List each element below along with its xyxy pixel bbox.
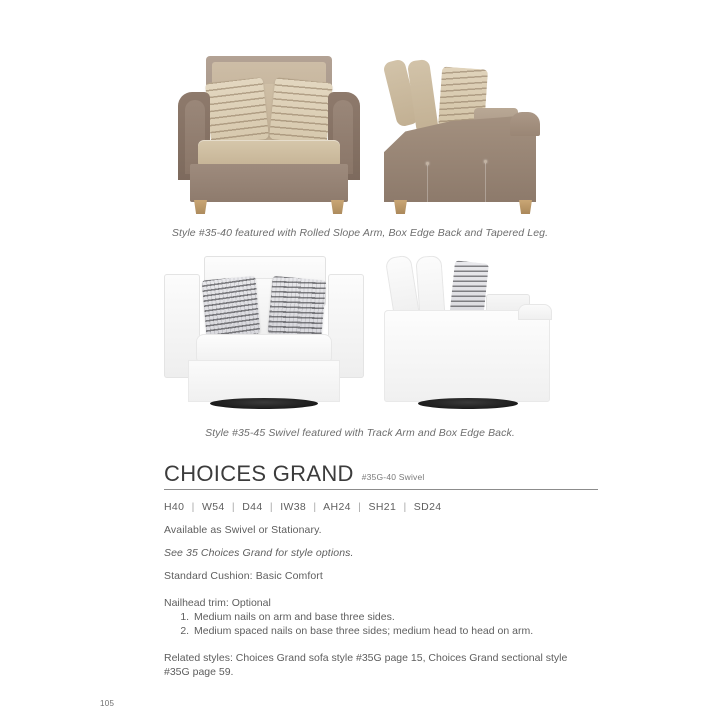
- rolled-slope-arm: [510, 112, 540, 136]
- dimension-separator: |: [231, 501, 235, 514]
- nailhead-heading: Nailhead trim: Optional: [164, 597, 271, 610]
- tapered-leg-front: [394, 200, 407, 214]
- seat-cushion: [196, 334, 332, 362]
- figure-caption-leather-chair: Style #35-40 featured with Rolled Slope Arm, Box Edge Back and Tapered Leg.: [171, 227, 549, 239]
- dimension-separator: |: [269, 501, 273, 514]
- dimension-ah24: AH24: [323, 501, 351, 514]
- page-number: 105: [100, 699, 115, 708]
- swivel-base: [418, 398, 518, 409]
- tuft-detail: [484, 160, 487, 163]
- product-spec-block: [164, 462, 598, 679]
- accent-pillow-left: [205, 77, 269, 145]
- swivel-base: [210, 398, 318, 409]
- page-title: CHOICES GRAND: [164, 461, 354, 486]
- upholstery-seam: [427, 164, 428, 206]
- related-styles-note: Related styles: Choices Grand sofa style #35G page 15, Choices Grand sectional style #35G page 59.: [164, 651, 568, 678]
- nailhead-options-list: [164, 610, 598, 638]
- nailhead-option-2: 2. Medium spaced nails on base three sides; medium head to head on arm.: [192, 624, 598, 638]
- nailhead-trim-section: [164, 596, 598, 639]
- dimension-separator: |: [358, 501, 362, 514]
- tuft-detail: [426, 162, 429, 165]
- tapered-leg-right: [331, 200, 344, 214]
- nailhead-option-1: 1. Medium nails on arm and base three sides.: [192, 610, 598, 624]
- figure-caption-swivel-chair: Style #35-45 Swivel featured with Track Arm and Box Edge Back.: [205, 427, 515, 439]
- dimension-separator: |: [191, 501, 195, 514]
- tapered-leg-left: [194, 200, 207, 214]
- leather-chair-front-view: [176, 54, 362, 222]
- chair-body-profile: [384, 310, 550, 402]
- seat-cushion: [198, 140, 340, 166]
- product-title-line: [164, 462, 598, 487]
- accent-pillow-left: [202, 276, 261, 338]
- style-options-note: See 35 Choices Grand for style options.: [164, 547, 354, 560]
- tapered-leg-rear: [519, 200, 532, 214]
- standard-cushion-note: Standard Cushion: Basic Comfort: [164, 570, 323, 583]
- track-arm: [518, 304, 552, 320]
- dimension-separator: |: [313, 501, 317, 514]
- dimension-sh21: SH21: [368, 501, 397, 514]
- product-figure-leather-chair: [0, 52, 720, 222]
- availability-note: Available as Swivel or Stationary.: [164, 524, 322, 537]
- dimensions-list: [164, 501, 598, 513]
- product-sku: #35G-40 Swivel: [361, 472, 425, 482]
- title-divider: [164, 489, 598, 490]
- leather-chair-side-view: [378, 54, 544, 222]
- dimension-separator: |: [403, 501, 407, 514]
- accent-pillow-right: [268, 276, 327, 338]
- dimension-h40: H40: [164, 501, 185, 514]
- dimension-iw38: IW38: [280, 501, 307, 514]
- swivel-chair-front-view: [164, 252, 364, 422]
- dimension-d44: D44: [242, 501, 263, 514]
- dimension-sd24: SD24: [413, 501, 442, 514]
- accent-pillow-right: [269, 77, 333, 145]
- swivel-chair-side-view: [380, 252, 556, 422]
- skirted-base: [188, 360, 340, 402]
- upholstery-seam: [485, 162, 486, 204]
- dimension-w54: W54: [201, 501, 225, 514]
- base-rail: [190, 164, 348, 202]
- product-figure-swivel-chair: [0, 250, 720, 422]
